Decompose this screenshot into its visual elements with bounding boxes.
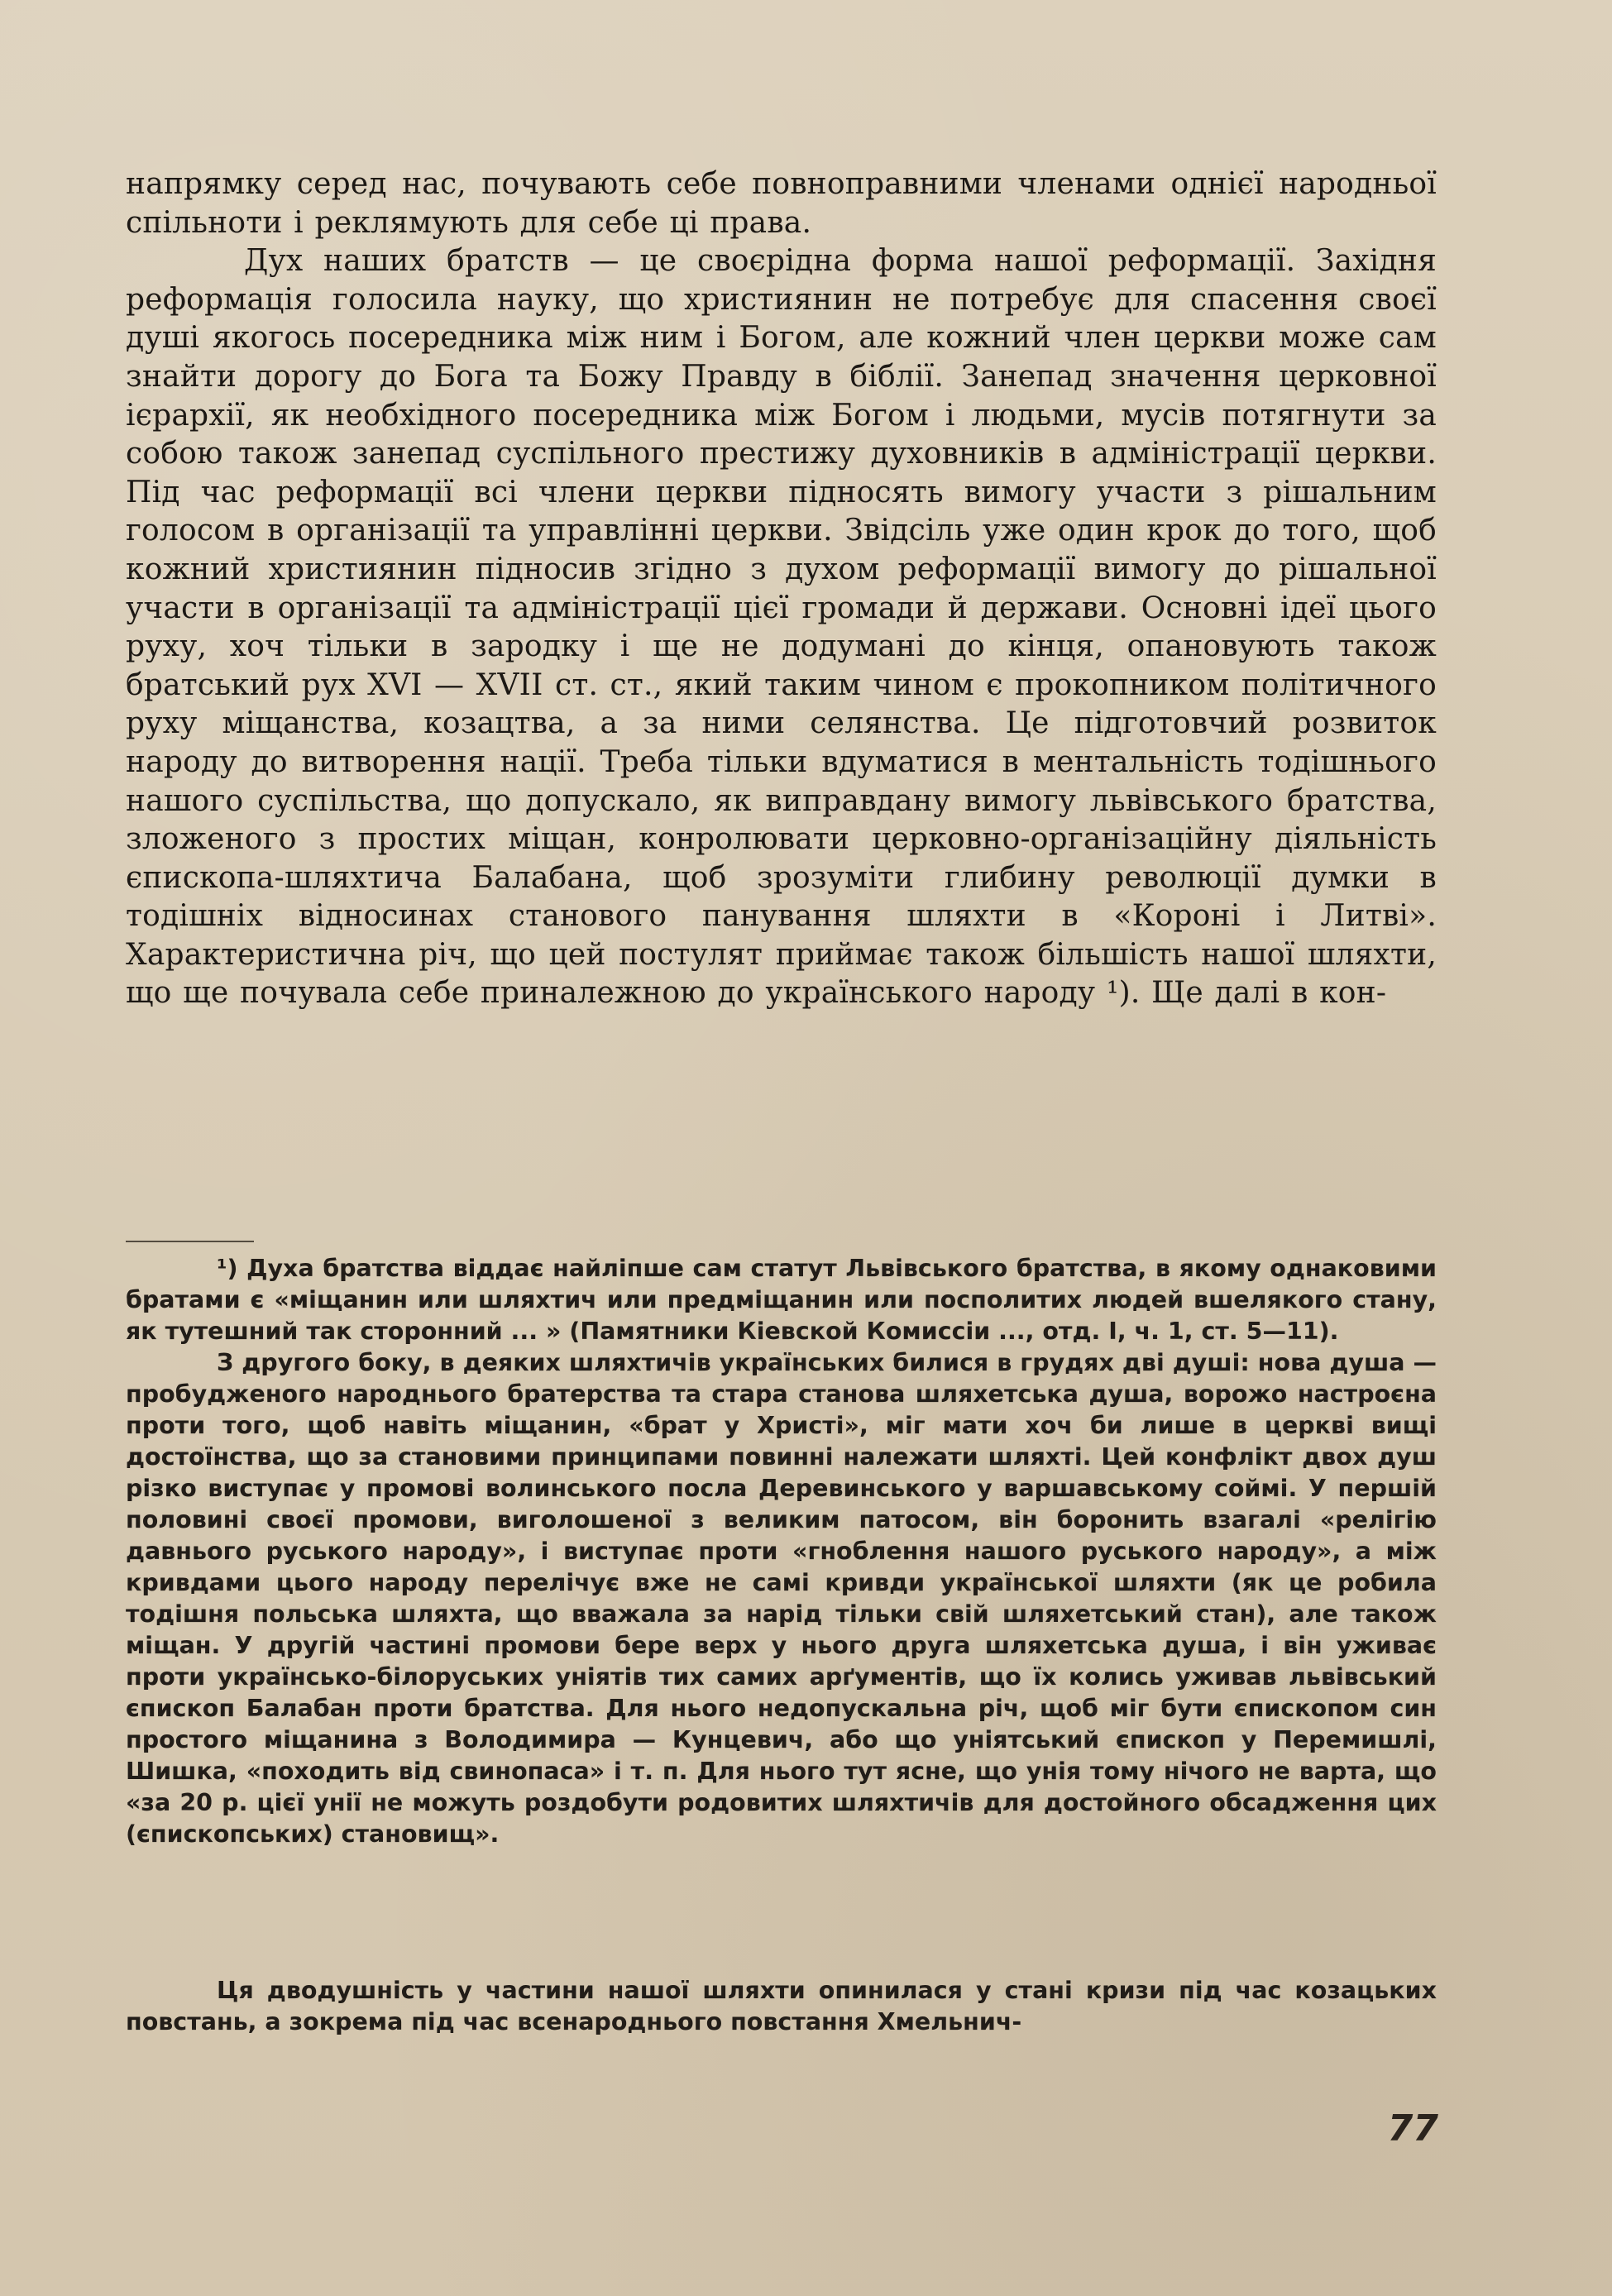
footnote-1: ¹) Духа братства віддає найліпше сам статут Львівського братства, в якому однаковими братами є «міщанин или шляхтич или предміщанин или посполитих людей вшелякого стану, як тутешний так сторонний ... » (Памятники Кіевской Комиссіи ..., отд. I, ч. 1, ст. 5—11). bbox=[126, 1255, 1437, 1345]
footnote-section bbox=[126, 1253, 1437, 1850]
main-text bbox=[126, 165, 1437, 1013]
paragraph-brotherhoods-reformation: Дух наших братств — це своєрідна форма нашої реформації. Західня реформація голосила науку, що християнин не потребує для спасення своєї душі якогось посередника між ним і Богом, але кожний член церкви може сам знайти дорогу до Бога та Божу Правду в біблії. Занепад значення церковної ієрархії, як необхідного посередника між Богом і людьми, мусів потягнути за собою також занепад суспільного престижу духовників в адміністрації церкви. Під час реформації всі члени церкви підносять вимогу участи з рішальним голосом в організації та управлінні церкви. Звідсіль уже один крок до того, щоб кожний християнин підносив згідно з духом реформації вимогу до рішальної участи в організації та адміністрації цієї громади й держави. Основні ідеї цього руху, хоч тільки в зародку і ще не додумані до кінця, опановують також братський рух XVI — XVII ст. ст., який таким чином є прокопником політичного руху міщанства, козацтва, а за ними селянства. Це підготовчий розвиток народу до витворення нації. Треба тільки вдуматися в ментальність тодішнього нашого суспільства, що допускало, як виправдану вимогу львівського братства, зложеного з простих міщан, конролювати церковно-організаційну діяльність єпископа-шляхтича Балабана, щоб зрозуміти глибину революції думки в тодішніх відносинах станового панування шляхти в «Короні і Литві». Характеристична річ, що цей постулят приймає також більшість нашої шляхти, що ще почувала себе приналежною до українського народу ¹). Ще далі в кон- bbox=[126, 244, 1437, 1011]
page-number: 77 bbox=[1387, 2107, 1438, 2150]
closing-text bbox=[126, 1975, 1437, 2038]
footnote-paragraph-two-souls: З другого боку, в деяких шляхтичів українських билися в грудях дві душі: нова душа — пробудженого народнього братерства та стара станова шляхетська душа, ворожо настроєна проти того, щоб навіть міщанин, «брат у Христі», міг мати хоч би лише в церкві вищі достоїнства, що за становими принципами повинні належати шляхті. Цей конфлікт двох душ різко виступає у промові волинського посла Деревинського у варшавському соймі. У першій половині своєї промови, виголошеної з великим патосом, він боронить взагалі «релігію давнього руського народу», і виступає проти «гноблення нашого руського народу», а між кривдами цього народу перелічує вже не самі кривди української шляхти (як це робила тодішня польська шляхта, що вважала за нарід тільки свій шляхетський стан), але також міщан. У другій частині промови бере верх у нього друга шляхетська душа, і він уживає проти українсько-білоруських уніятів тих самих арґументів, що їх колись уживав львівський єпископ Балабан проти братства. Для нього недопускальна річ, щоб міг бути єпископом син простого міщанина з Володимира — Кунцевич, або що уніятський єпископ у Перемишлі, Шишка, «походить від свинопаса» і т. п. Для нього тут ясне, що унія тому нічого не варта, що «за 20 р. цієї унії не можуть роздобути родовитих шляхтичів для достойного обсадження цих (єпископських) становищ». bbox=[126, 1349, 1437, 1848]
paragraph-continuation: напрямку серед нас, почувають себе повноправними членами однієї народньої спільноти і реклямують для себе ці права. bbox=[126, 167, 1437, 240]
paragraph-duality: Ця дводушність у частини нашої шляхти опинилася у стані кризи під час козацьких повстань, а зокрема під час всенароднього повстання Хмельнич- bbox=[126, 1977, 1437, 2035]
footnote-divider bbox=[126, 1241, 254, 1242]
